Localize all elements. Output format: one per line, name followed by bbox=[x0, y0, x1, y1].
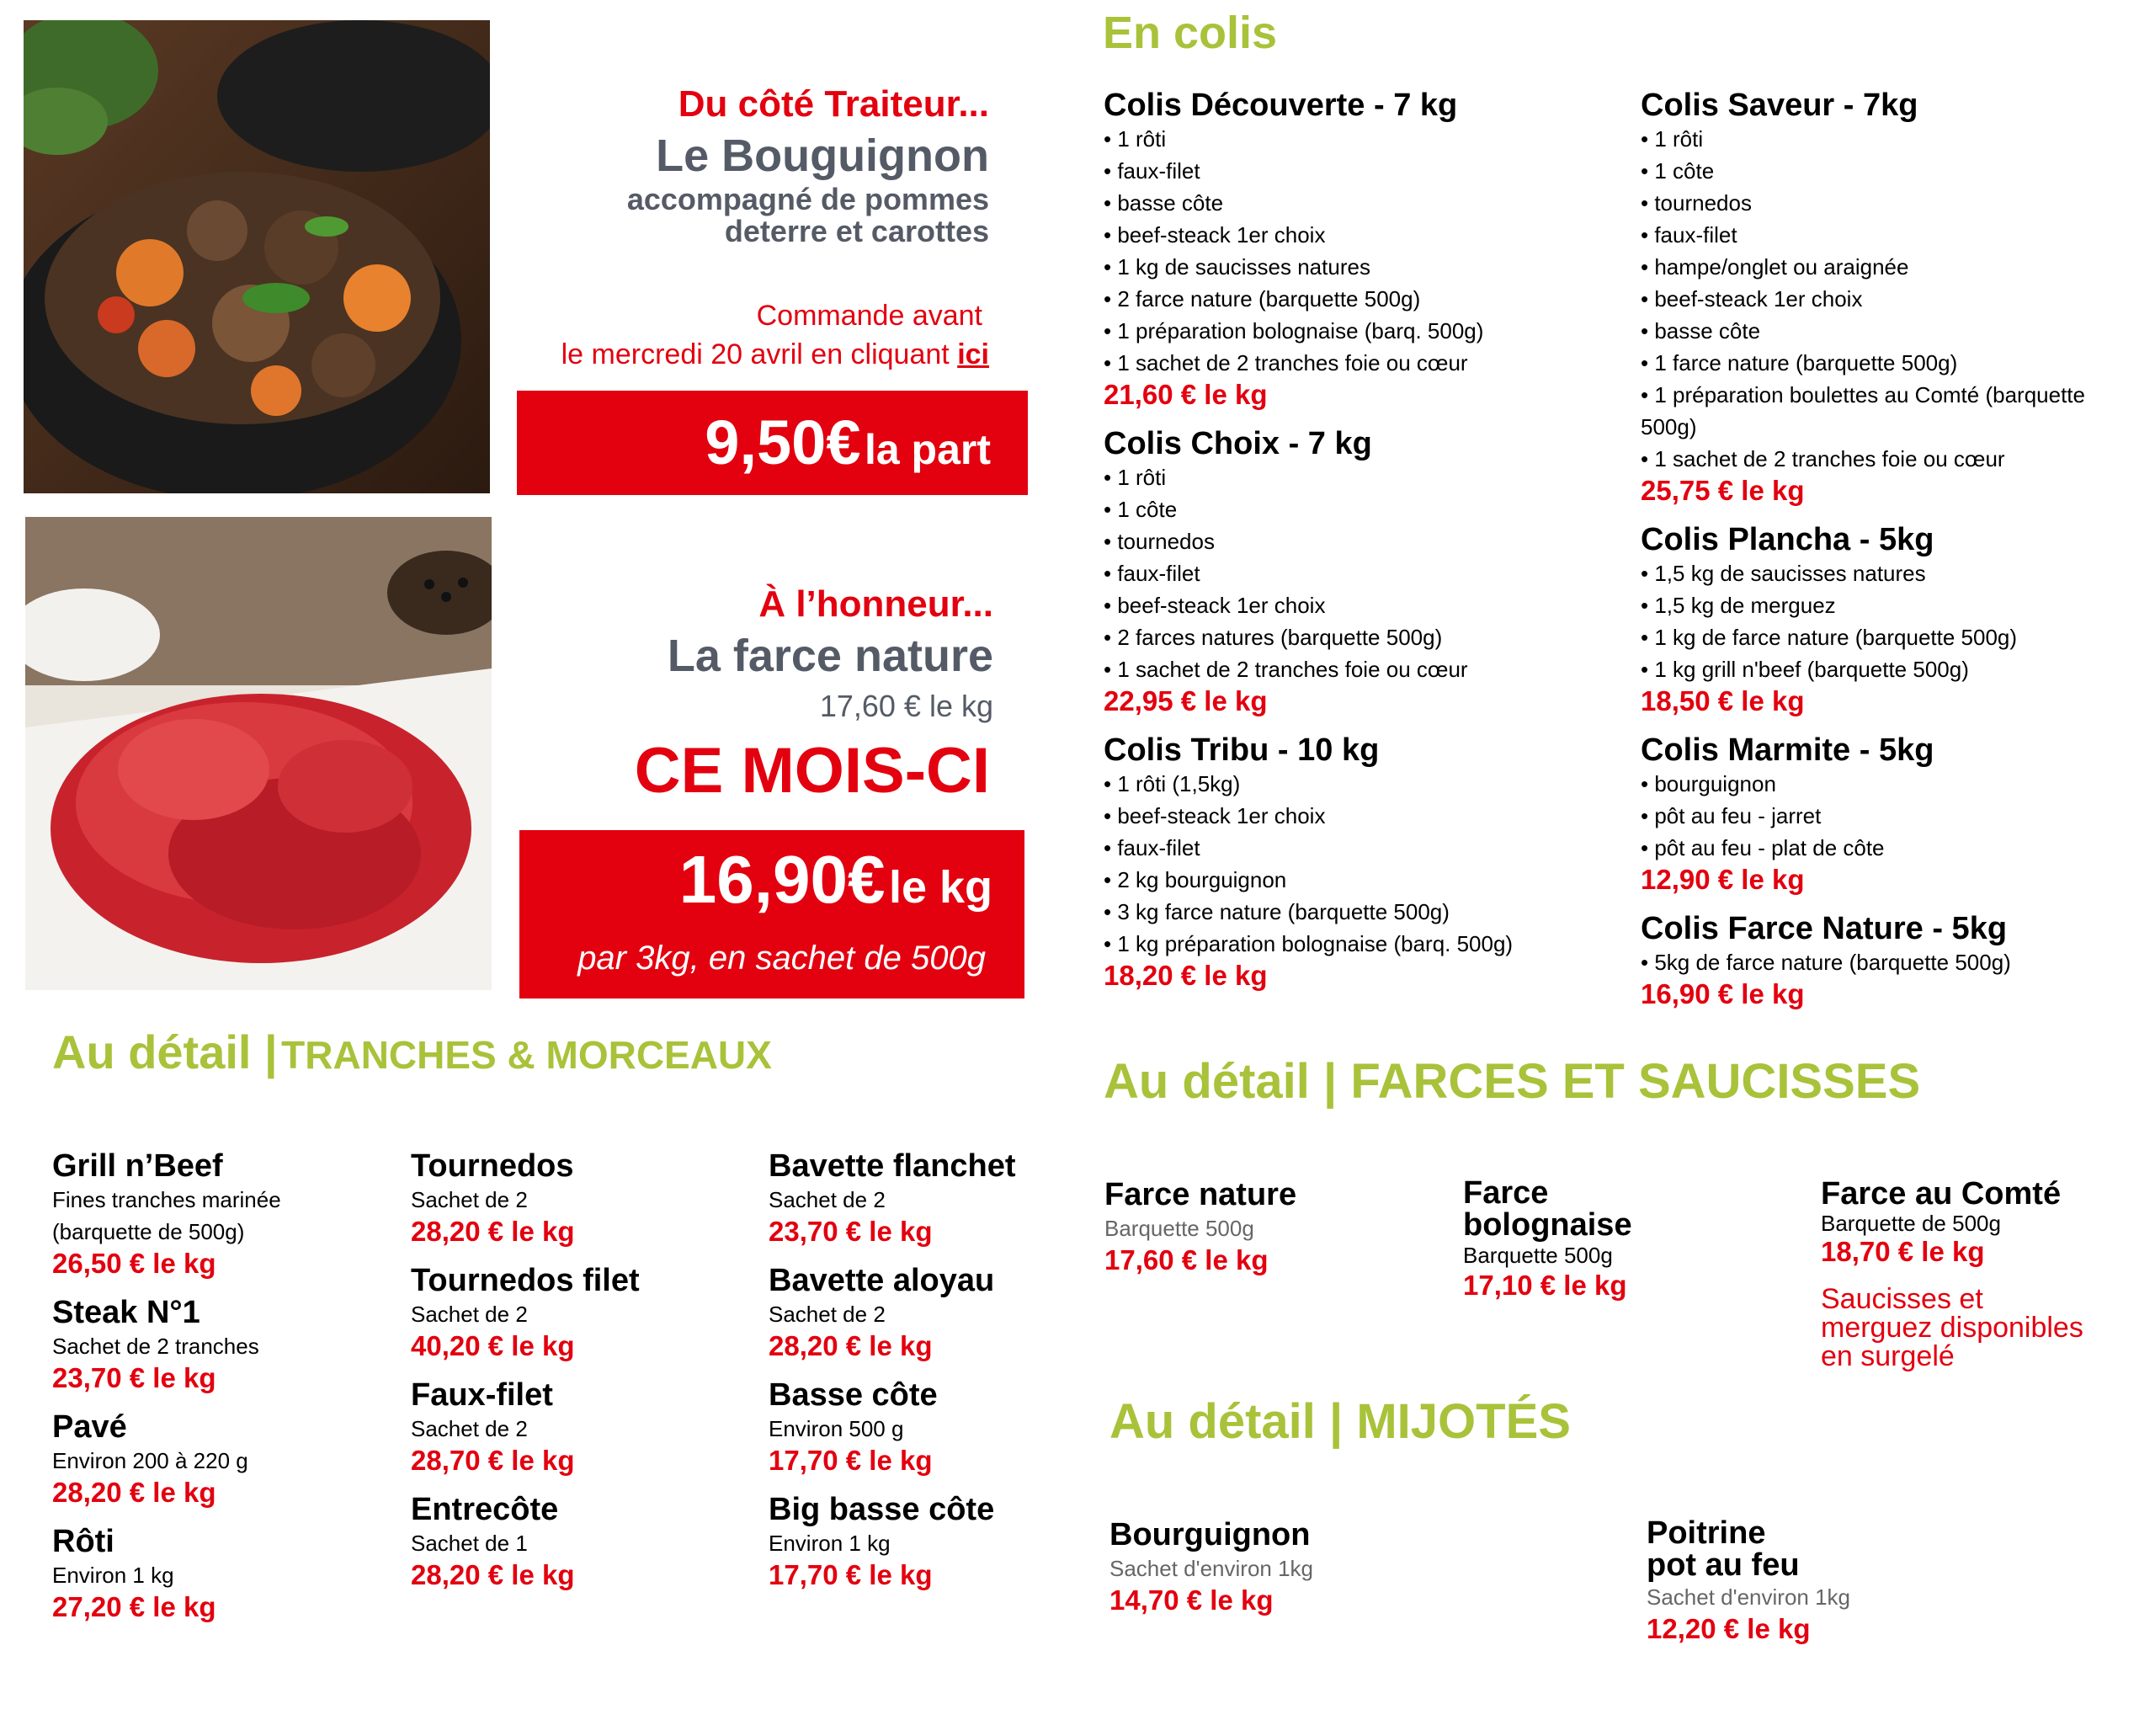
colis-farce-nature bbox=[1641, 911, 2112, 1010]
product-big-basse-cote bbox=[769, 1492, 1105, 1591]
colis-title: Colis Tribu - 10 kg bbox=[1104, 732, 1380, 768]
colis-item: • faux-filet bbox=[1641, 219, 2112, 251]
tranches-col-2 bbox=[411, 1148, 748, 1605]
colis-item: • beef-steack 1er choix bbox=[1104, 589, 1609, 621]
colis-price: 12,90 € le kg bbox=[1641, 864, 1805, 895]
colis-item: • 1 sachet de 2 tranches foie ou cœur bbox=[1641, 443, 2112, 475]
colis-price: 18,50 € le kg bbox=[1641, 685, 1805, 716]
traiteur-subtitle-1: accompagné de pommes bbox=[626, 182, 989, 216]
colis-item: • 1 sachet de 2 tranches foie ou cœur bbox=[1104, 347, 1609, 379]
product-grill-nbeef bbox=[52, 1148, 389, 1280]
product-desc: Sachet de 2 tranches bbox=[52, 1334, 259, 1359]
product-title: Basse côte bbox=[769, 1377, 938, 1413]
colis-price: 25,75 € le kg bbox=[1641, 475, 1805, 506]
product-price: 17,70 € le kg bbox=[769, 1559, 933, 1590]
colis-item: • basse côte bbox=[1104, 187, 1609, 219]
colis-right-column bbox=[1641, 88, 2112, 1024]
traiteur-title: Le Bouguignon bbox=[656, 130, 989, 181]
tranches-col-3 bbox=[769, 1148, 1105, 1605]
colis-title: Colis Saveur - 7kg bbox=[1641, 88, 1918, 123]
product-price: 18,70 € le kg bbox=[1821, 1236, 1985, 1267]
product-title-line-1: Poitrine bbox=[1647, 1515, 1766, 1551]
minced-beef-photo bbox=[25, 517, 492, 990]
product-title-line-2: pot au feu bbox=[1647, 1547, 1800, 1583]
colis-item: • 1 rôti bbox=[1641, 123, 2112, 155]
product-desc: Fines tranches marinée (barquette de 500g) bbox=[52, 1187, 281, 1244]
colis-item: • beef-steack 1er choix bbox=[1104, 219, 1609, 251]
colis-title: Colis Marmite - 5kg bbox=[1641, 732, 1934, 768]
product-price: 17,10 € le kg bbox=[1463, 1270, 1627, 1301]
product-desc: Sachet de 2 bbox=[769, 1187, 886, 1212]
colis-item: • 1 côte bbox=[1104, 493, 1609, 525]
colis-item: • 1 sachet de 2 tranches foie ou cœur bbox=[1104, 653, 1609, 685]
product-desc: Barquette 500g bbox=[1104, 1216, 1254, 1241]
product-desc: Environ 1 kg bbox=[52, 1563, 174, 1588]
product-price: 23,70 € le kg bbox=[769, 1216, 933, 1247]
farce-nature bbox=[1104, 1177, 1424, 1276]
mijote-bourguignon bbox=[1109, 1517, 1530, 1616]
product-title: Pavé bbox=[52, 1409, 127, 1445]
product-desc: Sachet de 2 bbox=[769, 1302, 886, 1327]
product-price: 28,20 € le kg bbox=[411, 1559, 575, 1590]
colis-saveur bbox=[1641, 88, 2112, 507]
tranches-col-1 bbox=[52, 1148, 389, 1637]
colis-title: Colis Farce Nature - 5kg bbox=[1641, 911, 2008, 946]
colis-item: • faux-filet bbox=[1104, 557, 1609, 589]
colis-item: • pôt au feu - plat de côte bbox=[1641, 832, 2112, 864]
colis-item: • 1 rôti bbox=[1104, 123, 1609, 155]
product-price: 26,50 € le kg bbox=[52, 1248, 216, 1279]
traiteur-subtitle-2: deterre et carottes bbox=[724, 214, 989, 248]
colis-item: • faux-filet bbox=[1104, 832, 1609, 864]
honneur-headline: CE MOIS-CI bbox=[634, 735, 990, 807]
product-title: Tournedos filet bbox=[411, 1263, 640, 1298]
honneur-kicker: À l’honneur... bbox=[758, 583, 993, 625]
product-title: Steak N°1 bbox=[52, 1295, 200, 1330]
product-price: 17,60 € le kg bbox=[1104, 1244, 1269, 1275]
traiteur-price-box bbox=[517, 391, 1028, 495]
product-title: Entrecôte bbox=[411, 1492, 559, 1527]
product-price: 40,20 € le kg bbox=[411, 1330, 575, 1361]
colis-item: • 1 préparation boulettes au Comté (barquette 500g) bbox=[1641, 379, 2112, 443]
colis-items bbox=[1641, 946, 2112, 978]
product-price: 28,70 € le kg bbox=[411, 1445, 575, 1476]
colis-tribu bbox=[1104, 732, 1609, 992]
colis-price: 18,20 € le kg bbox=[1104, 960, 1268, 991]
product-title: Farce nature bbox=[1104, 1177, 1297, 1212]
colis-item: • 1,5 kg de saucisses natures bbox=[1641, 557, 2112, 589]
colis-item: • 1 côte bbox=[1641, 155, 2112, 187]
honneur-regular-price: 17,60 € le kg bbox=[819, 689, 993, 723]
product-price: 12,20 € le kg bbox=[1647, 1613, 1811, 1644]
colis-title: Colis Choix - 7 kg bbox=[1104, 426, 1372, 461]
product-desc: Sachet de 2 bbox=[411, 1416, 528, 1441]
tranches-heading-sub: TRANCHES & MORCEAUX bbox=[281, 1033, 772, 1077]
product-title: Bavette flanchet bbox=[769, 1148, 1016, 1184]
colis-item: • 2 kg bourguignon bbox=[1104, 864, 1609, 896]
colis-item: • 1 kg de saucisses natures bbox=[1104, 251, 1609, 283]
colis-items bbox=[1641, 123, 2112, 475]
colis-price: 21,60 € le kg bbox=[1104, 379, 1268, 410]
colis-item: • basse côte bbox=[1641, 315, 2112, 347]
surgele-note-line: Saucisses et bbox=[1821, 1283, 1983, 1315]
product-price: 17,70 € le kg bbox=[769, 1445, 933, 1476]
product-price: 14,70 € le kg bbox=[1109, 1584, 1274, 1616]
product-desc: Sachet d'environ 1kg bbox=[1109, 1556, 1314, 1581]
product-desc: Sachet de 1 bbox=[411, 1531, 528, 1556]
colis-item: • beef-steack 1er choix bbox=[1641, 283, 2112, 315]
product-desc: Sachet de 2 bbox=[411, 1187, 528, 1212]
colis-heading: En colis bbox=[1103, 8, 1278, 58]
colis-title: Colis Plancha - 5kg bbox=[1641, 522, 1934, 557]
colis-item: • 3 kg farce nature (barquette 500g) bbox=[1104, 896, 1609, 928]
surgele-note-line: merguez disponibles bbox=[1821, 1312, 2083, 1344]
product-title: Grill n’Beef bbox=[52, 1148, 223, 1184]
product-title: Big basse côte bbox=[769, 1492, 995, 1527]
colis-title: Colis Découverte - 7 kg bbox=[1104, 88, 1458, 123]
colis-items bbox=[1104, 768, 1609, 960]
product-desc: Sachet de 2 bbox=[411, 1302, 528, 1327]
product-steak-n1 bbox=[52, 1295, 389, 1394]
product-entrecote bbox=[411, 1492, 748, 1591]
product-tournedos-filet bbox=[411, 1263, 748, 1362]
colis-items bbox=[1104, 461, 1609, 685]
mijote-poitrine-pot-au-feu bbox=[1647, 1517, 2067, 1645]
colis-item: • 5kg de farce nature (barquette 500g) bbox=[1641, 946, 2112, 978]
colis-plancha bbox=[1641, 522, 2112, 717]
colis-choix bbox=[1104, 426, 1609, 717]
product-bavette-flanchet bbox=[769, 1148, 1105, 1248]
product-price: 27,20 € le kg bbox=[52, 1591, 216, 1622]
product-title: Farce au Comté bbox=[1821, 1176, 2062, 1211]
product-desc: Environ 500 g bbox=[769, 1416, 904, 1441]
product-desc: Barquette de 500g bbox=[1821, 1211, 2001, 1236]
mijotes-heading: Au détail | MIJOTÉS bbox=[1109, 1394, 1571, 1449]
colis-item: • faux-filet bbox=[1104, 155, 1609, 187]
colis-item: • 1 kg grill n'beef (barquette 500g) bbox=[1641, 653, 2112, 685]
product-title-line-1: Farce bbox=[1463, 1175, 1549, 1211]
colis-items bbox=[1104, 123, 1609, 379]
honneur-price: 16,90€ bbox=[678, 842, 886, 917]
traiteur-price-unit: la part bbox=[864, 426, 991, 473]
product-title: Tournedos bbox=[411, 1148, 574, 1184]
colis-item: • 1 rôti (1,5kg) bbox=[1104, 768, 1609, 800]
colis-item: • 1,5 kg de merguez bbox=[1641, 589, 2112, 621]
traiteur-order-text: le mercredi 20 avril en cliquant bbox=[561, 338, 950, 370]
product-title: Bavette aloyau bbox=[769, 1263, 995, 1298]
colis-item: • 1 préparation bolognaise (barq. 500g) bbox=[1104, 315, 1609, 347]
traiteur-order-line-1: Commande avant bbox=[756, 300, 982, 332]
product-title: Bourguignon bbox=[1109, 1517, 1311, 1552]
product-desc: Sachet d'environ 1kg bbox=[1647, 1584, 1851, 1610]
colis-item: • 1 rôti bbox=[1104, 461, 1609, 493]
colis-item: • beef-steack 1er choix bbox=[1104, 800, 1609, 832]
colis-price: 16,90 € le kg bbox=[1641, 978, 1805, 1009]
product-price: 28,20 € le kg bbox=[52, 1477, 216, 1508]
farce-au-comte bbox=[1821, 1177, 2141, 1371]
product-title: Rôti bbox=[52, 1524, 114, 1559]
product-roti bbox=[52, 1524, 389, 1623]
product-price: 28,20 € le kg bbox=[769, 1330, 933, 1361]
colis-items bbox=[1641, 768, 2112, 864]
honneur-price-box bbox=[519, 830, 1024, 998]
colis-marmite bbox=[1641, 732, 2112, 896]
surgele-note-line: en surgelé bbox=[1821, 1340, 1955, 1372]
colis-item: • tournedos bbox=[1104, 525, 1609, 557]
product-tournedos bbox=[411, 1148, 748, 1248]
colis-left-column bbox=[1104, 88, 1609, 1005]
colis-item: • bourguignon bbox=[1641, 768, 2112, 800]
product-title-line-2: bolognaise bbox=[1463, 1207, 1632, 1243]
colis-item: • 2 farce nature (barquette 500g) bbox=[1104, 283, 1609, 315]
product-desc: Environ 1 kg bbox=[769, 1531, 891, 1556]
farce-bolognaise bbox=[1463, 1177, 1783, 1302]
beef-stew-photo bbox=[24, 20, 490, 493]
product-pave bbox=[52, 1409, 389, 1509]
honneur-note: par 3kg, en sachet de 500g bbox=[577, 940, 986, 977]
colis-item: • 1 kg préparation bolognaise (barq. 500g) bbox=[1104, 928, 1609, 960]
colis-decouverte bbox=[1104, 88, 1609, 411]
product-desc: Environ 200 à 220 g bbox=[52, 1448, 248, 1473]
colis-item: • hampe/onglet ou araignée bbox=[1641, 251, 2112, 283]
product-desc: Barquette 500g bbox=[1463, 1243, 1613, 1268]
order-link[interactable]: ici bbox=[957, 338, 989, 370]
tranches-heading-main: Au détail | bbox=[52, 1025, 278, 1078]
product-price: 28,20 € le kg bbox=[411, 1216, 575, 1247]
colis-item: • tournedos bbox=[1641, 187, 2112, 219]
honneur-price-unit: le kg bbox=[888, 862, 992, 913]
colis-item: • 1 farce nature (barquette 500g) bbox=[1641, 347, 2112, 379]
traiteur-order-line-2 bbox=[450, 335, 989, 374]
product-bavette-aloyau bbox=[769, 1263, 1105, 1362]
colis-price: 22,95 € le kg bbox=[1104, 685, 1268, 716]
product-price: 23,70 € le kg bbox=[52, 1362, 216, 1393]
honneur-title: La farce nature bbox=[667, 631, 993, 681]
colis-item: • pôt au feu - jarret bbox=[1641, 800, 2112, 832]
colis-item: • 2 farces natures (barquette 500g) bbox=[1104, 621, 1609, 653]
product-basse-cote bbox=[769, 1377, 1105, 1477]
colis-item: • 1 kg de farce nature (barquette 500g) bbox=[1641, 621, 2112, 653]
tranches-heading bbox=[52, 1024, 772, 1094]
colis-items bbox=[1641, 557, 2112, 685]
surgele-note bbox=[1821, 1285, 2141, 1371]
product-title: Faux-filet bbox=[411, 1377, 553, 1413]
product-faux-filet bbox=[411, 1377, 748, 1477]
traiteur-kicker: Du côté Traiteur... bbox=[678, 83, 989, 125]
traiteur-price: 9,50€ bbox=[705, 407, 861, 477]
farces-heading: Au détail | FARCES ET SAUCISSES bbox=[1104, 1054, 1921, 1109]
